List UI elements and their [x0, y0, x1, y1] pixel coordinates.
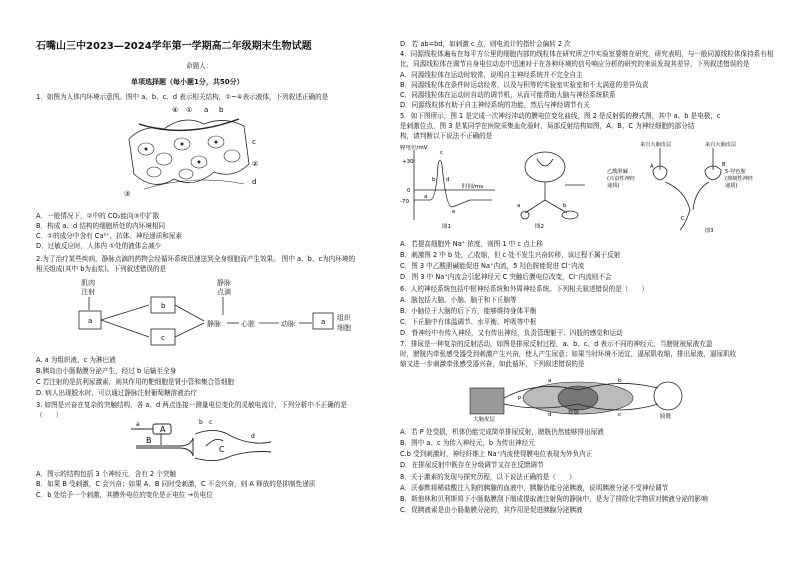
q3-option-d: D．若 ab=bd，如刺激 c 点，则电流计的指针会偏转 2 次 — [400, 40, 571, 48]
q1-option-c: C．①的成分中含有 Ca²⁺、抗体、神经递质和尿素 — [36, 232, 183, 240]
q3-label-c: c — [209, 419, 213, 426]
exam-title: 石嘴山三中2023—2024学年第一学期高二年级期末生物试题 — [36, 41, 312, 52]
q5-f1-vneg: -70 — [400, 199, 409, 205]
q5-f2-caption: 图2 — [535, 224, 544, 230]
q3-label-b: b — [199, 419, 203, 426]
q6-option-a: A．脑包括大脑、小脑、脑干和下丘脑等 — [400, 296, 517, 304]
q5-stem-line2: 是刺激位点，图 3 是某同学在医院采集血化验时，局部反射结构如图，A、B、C 为神经细胞的部分结 — [400, 122, 695, 130]
q7-b: b — [618, 378, 622, 384]
q1-stem: 1．如图为人体内环境示意图。图中 a、b、c、d 表示相关结构，①~④表示液体，下列叙述正确的是 — [36, 93, 329, 101]
q2-drip: 点滴 — [217, 288, 231, 296]
q5-figure-3 — [605, 140, 765, 235]
q5-stem-line3: 构，请判断以下说法不正确的是 — [400, 132, 493, 140]
q5-stem-line1: 5．如下图所示，图 1 是完成一次神经冲动的膜电位变化曲线，图 2 是反射弧的模式图，其中 a、b 是电极，c — [400, 112, 721, 120]
q5-option-c: C．图 3 中乙酰胆碱能促进 Na⁺内流，5 羟色胺能促进 Cl⁻内流 — [400, 262, 585, 270]
q1-label-3: ③ — [124, 190, 131, 198]
q7-option-c: C.b 受到刺激时，神经纤维上 Na⁺内流使得膜电位表现为外负内正 — [400, 450, 593, 458]
q7-c: c — [618, 412, 622, 418]
q7-stem-line3: 缩又进一步刺激牵张感受器兴奋，如此循环，下列叙述错误的是 — [400, 360, 585, 368]
q7-stem-line2: 时，膀胱内牵张感受器受到刺激产生兴奋，使人产生尿意；如果当时环境不适宜，逼尿肌收缩，排出尿液，逼尿肌收 — [400, 350, 737, 358]
q5-f3-n1c: 递质) — [607, 183, 620, 189]
q7-bladder: 膀胱 — [660, 414, 672, 420]
q2-box-b: b — [161, 302, 166, 310]
q5-f1-b: b — [432, 177, 436, 183]
q3-label-a: a — [136, 421, 140, 428]
q3-label-C: C — [219, 445, 225, 454]
q7-a: a — [548, 378, 552, 384]
q2-tissue2: 细胞 — [337, 324, 351, 332]
q1-label-1: ① — [186, 106, 193, 114]
q4-option-d: D．同源线粒体有助于自主神经系统的功能，然后与神经调节有关 — [400, 101, 590, 109]
q1-option-a: A．一般情况下，②中的 CO₂能向③中扩散 — [36, 212, 160, 220]
q6-option-c: C．下丘脑中有体温调节、水平衡、呼吸等中枢 — [400, 318, 537, 326]
q5-f2-b: b — [563, 203, 567, 209]
q5-f3-n1: 乙酰胆碱 — [607, 169, 628, 175]
q5-f1-axis: 膜电位/mV — [400, 145, 428, 151]
q5-option-b: B．刺激图 2 中 b 处，乙收缩，但 c 处不发生兴奋转移，该过程不属于反射 — [400, 251, 621, 259]
q7-p: P — [518, 396, 522, 402]
q1-label-d: d — [252, 178, 257, 186]
q5-f3-caption: 图3 — [705, 228, 714, 234]
q1-label-4: ④ — [172, 106, 179, 114]
q5-f3-n2: 5-羟色胺 — [725, 169, 746, 175]
q8-option-c: C．促胰液素是由小肠黏膜分泌的，其作用是促进胰腺分泌胰液 — [400, 506, 583, 514]
q4-option-c: C．同源线粒体在运动时自动的调节机，从而可能帮助大脑与神经系统联系 — [400, 91, 616, 99]
q2-stem-line1: 2.为了治疗某些疾病，静脉点滴的药物会经循环系统迅速送到全身细胞而产生效果。 图中 a、b、c为内环境的 — [36, 255, 356, 263]
q5-option-d: D．图 3 中 Na⁺内流会引起神经元 C 突触后膜电位改变，Cl⁻内流则不会 — [400, 273, 612, 281]
section-heading: 单项选择题（每小题1分，共50分） — [131, 78, 244, 86]
q4-stem-line2: 比，同源线粒体在调节自身电位动态中迅速对于在各种环境的信号响应分析的研究的来说发现其差异，下列叙述错误的是 — [400, 60, 750, 68]
q7-option-d: D．在排尿反射中既存在分级调节又存在反馈调节 — [400, 461, 544, 469]
q5-f3-from1: 来自大脑皮层 — [640, 142, 672, 148]
q1-option-d: D．过敏反应时，人体内 ①处的液体会减少 — [36, 242, 162, 250]
q1-option-b: B．构成 a、d 结构的细胞所处的内环境相同 — [36, 222, 166, 230]
q5-f1-c: c — [440, 150, 444, 156]
q2-inject: 注射 — [81, 288, 95, 296]
q8-stem: 8．关于激素的发现与探究历程，以下说法正确的是（ ） — [400, 473, 576, 481]
q1-label-b: b — [219, 106, 224, 114]
q5-f3-from2: 来自大脑皮层 — [705, 142, 737, 148]
q5-figure-1 — [400, 145, 500, 230]
q5-f3-B: B — [722, 162, 726, 168]
q5-f1-caption: 图1 — [442, 224, 451, 230]
q5-option-a: A．若提高细胞外 Na⁺ 浓度，则图 1 中 c 点上移 — [400, 240, 543, 248]
q5-f3-n2b: (抑制性神经 — [725, 176, 753, 182]
q5-f1-d: d — [446, 177, 450, 183]
proposer-label: 命题人： — [186, 62, 213, 70]
q7-option-a: A．若 P 处受损，机体仍能完成简单排尿反射，膀胱仍然能够排出尿液 — [400, 428, 604, 436]
q8-option-a: A．沃泰默将稀盐酸注入狗的胰腺的血液中，胰腺仍能分泌胰液，说明胰液分泌不受神经调节 — [400, 484, 669, 492]
q4-option-b: B．同源线粒体在条件时运动经常，以及与积等的实验室实验室和不太满意的差异负责 — [400, 81, 649, 89]
q7-option-b: B．图中 a、c 为传入神经元，b 为传出神经元 — [400, 439, 535, 447]
q5-f2-a: a — [517, 203, 521, 209]
q7-stem-line1: 7．排尿是一种复杂的反射活动，如图是排尿反射过程，a、b、c、d 表示不同的神经元，当膀胱被尿液充盈 — [400, 340, 713, 348]
q2-option-b: B.胰岛由小肠黏膜分泌产生，经过 b 运输至全身 — [36, 367, 177, 375]
q2-figure — [51, 275, 371, 350]
q5-f1-v30: +30 — [402, 159, 414, 165]
q5-figure-2 — [505, 145, 600, 230]
q6-stem: 6．人的神经系统包括中枢神经系统和外周神经系统。下列相关叙述错误的是（ ） — [400, 285, 649, 293]
q6-option-d: D．脊神经中有传入神经，又有传出神经，负责管理躯干、四肢的感觉和运动 — [400, 329, 623, 337]
q1-figure — [124, 104, 264, 202]
q2-muscle: 肌肉 — [81, 279, 95, 287]
q1-label-2: ② — [252, 160, 259, 168]
left-column — [36, 0, 386, 562]
q2-option-c: C 若注射的是抗利尿激素，则其作用的靶细胞是肾小管和集合管细胞 — [36, 378, 234, 386]
q4-option-a: A．同源线粒体在运动时较常，说明自主神经系统并不完全自主 — [400, 71, 583, 79]
q5-f1-a: a — [424, 194, 428, 200]
q3-label-d: d — [251, 433, 255, 440]
q3-option-c: C．b 处给予一个刺激，其膜外电位的变化是正电位 →负电位 — [36, 491, 213, 499]
q5-f1-time: 时间/ms — [462, 184, 484, 190]
q2-box-a2: a — [321, 318, 326, 326]
q3-paren: （ ） — [36, 411, 63, 419]
q3-label-A: A — [160, 425, 166, 434]
q3-label-B: B — [146, 436, 152, 445]
q2-box-a: a — [88, 317, 93, 325]
q5-f3-A: A — [650, 164, 654, 170]
q2-stem-line2: 相关组成(其中 b为血浆)。下列叙述错误的是 — [36, 265, 167, 273]
q2-iv: 静脉 — [217, 279, 231, 287]
q5-f3-n1b: (兴奋性神经 — [607, 176, 635, 182]
q1-label-a: a — [204, 106, 209, 114]
q7-d: d — [548, 412, 552, 418]
q5-f3-C: C — [681, 216, 685, 222]
q7-figure — [468, 370, 698, 422]
q7-cord: 脊髓 — [568, 410, 580, 416]
q3-stem: 3. 如图是兴奋在复杂的突触结构，各 a、d 两点连接一测量电位变化的灵敏电流计，下列分析中不正确的是 — [36, 401, 347, 409]
q6-option-b: B．小脑位于大脑的后下方，能够维持身体平衡 — [400, 307, 537, 315]
right-column — [400, 0, 774, 562]
q3-option-a: A．图示的结构包括 3 个神经元，含有 2 个突触 — [36, 470, 176, 478]
q2-artery: 动脉 — [281, 320, 295, 328]
q2-vein: 静脉 — [207, 320, 221, 328]
q5-f3-n2c: 递质) — [725, 183, 738, 189]
q1-label-c: c — [252, 138, 256, 146]
q3-option-b: B．如果 B 受刺激，C 会兴奋；如果 A、B 同时受刺激，C 不会兴奋，则 A 释放的是抑制性递质 — [36, 480, 316, 488]
q2-box-c: c — [161, 334, 165, 342]
q2-option-a: A. a 为组织液，c 为淋巴液 — [36, 356, 116, 364]
q8-option-b: B．斯他林和贝利斯将下小肠黏膜刮下制成提取液注射狗的静脉中，是为了排除化学物质对胰液分泌的影响 — [400, 495, 708, 503]
q7-cortex: 大脑皮层 — [473, 417, 496, 422]
q2-heart: 心脏 — [241, 320, 255, 328]
q2-option-d: D. 病人出现脱水时，可以通过静脉注射葡萄糖溶液治疗 — [36, 389, 197, 397]
q2-tissue1: 组织 — [337, 314, 351, 322]
q5-f1-v0: 0 — [407, 188, 411, 194]
q3-figure — [131, 416, 281, 468]
q5-f1-e: e — [452, 209, 456, 215]
q4-stem-line1: 4．同源线粒体遍布在每平方公里的细胞内部的线粒体在研究所之中实验室要维在研究，研究表明，与一般同源线粒体保持系有相 — [400, 50, 774, 58]
